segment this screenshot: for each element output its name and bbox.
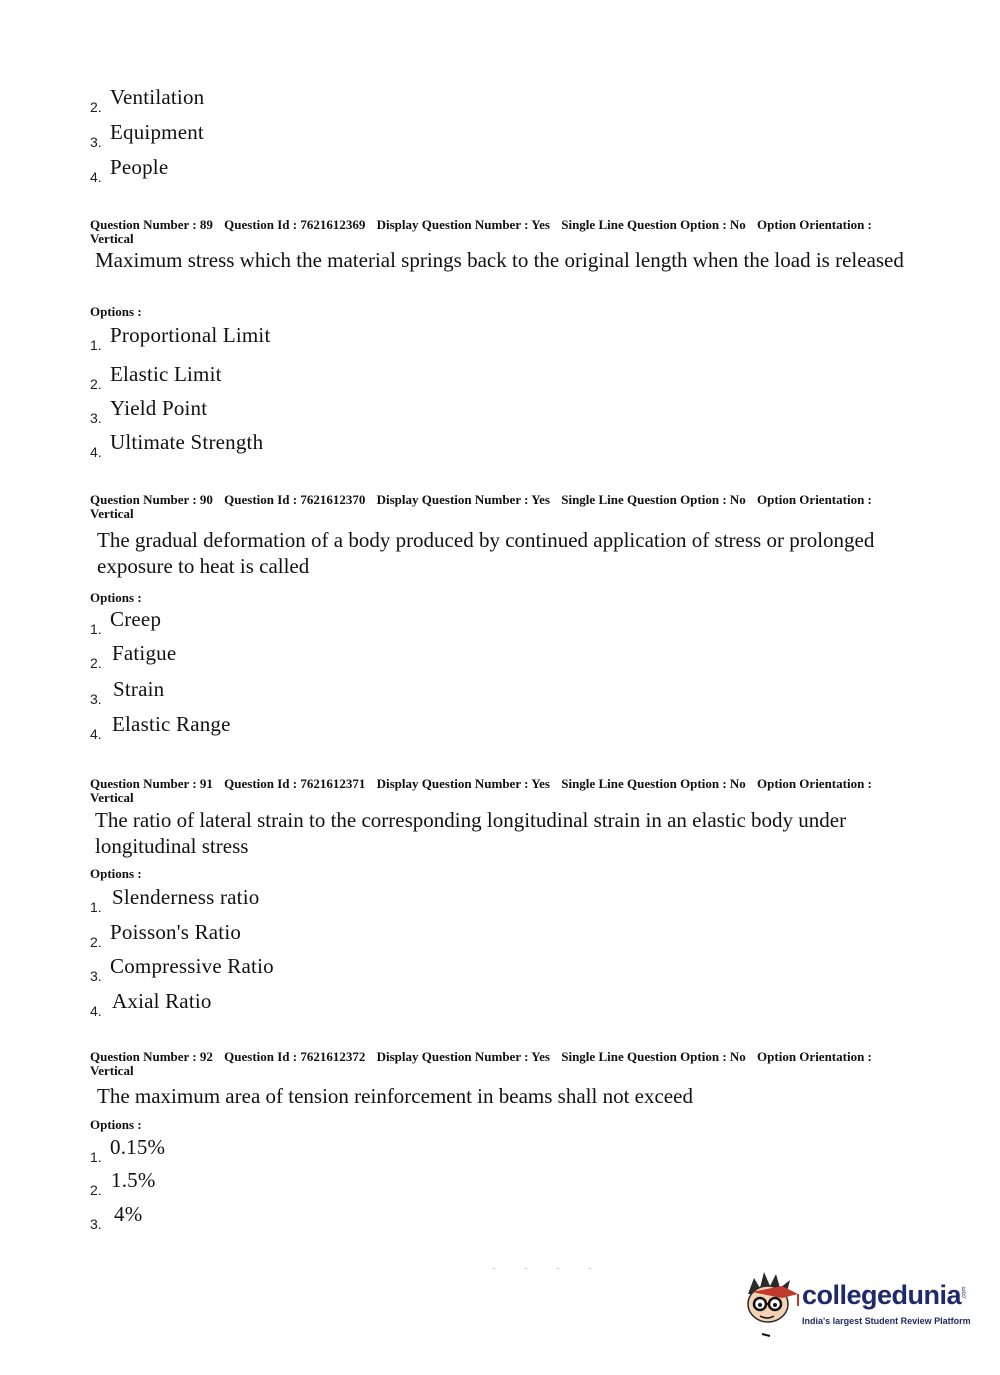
option-text: Proportional Limit — [110, 323, 271, 347]
option-text: Slenderness ratio — [112, 885, 260, 909]
display-question-number: Display Question Number : Yes — [376, 776, 550, 791]
option-text: Axial Ratio — [112, 989, 212, 1013]
mascot-icon — [742, 1268, 800, 1340]
option-text: 4% — [114, 1202, 143, 1226]
question-meta — [90, 1050, 890, 1078]
option-orientation: Option Orientation : Vertical — [90, 1049, 872, 1078]
option-number: 2. — [90, 376, 102, 392]
option-number: 4. — [90, 444, 102, 460]
option-text: 1.5% — [111, 1168, 156, 1192]
option-orientation: Option Orientation : Vertical — [90, 492, 872, 521]
single-line-option: Single Line Question Option : No — [561, 492, 746, 507]
option-text: Elastic Limit — [110, 362, 222, 386]
collegedunia-logo — [742, 1268, 972, 1340]
question-number: Question Number : 92 — [90, 1049, 213, 1064]
option-text: Poisson's Ratio — [110, 920, 242, 944]
question-id: Question Id : 7621612369 — [224, 217, 366, 232]
question-text: The maximum area of tension reinforcement in beams shall not exceed — [97, 1084, 693, 1108]
option-number: 3. — [90, 410, 102, 426]
single-line-option: Single Line Question Option : No — [561, 217, 746, 232]
option-number: 4. — [90, 169, 102, 185]
single-line-option: Single Line Question Option : No — [561, 1049, 746, 1064]
option-text: Ultimate Strength — [110, 430, 264, 454]
question-text: The gradual deformation of a body produced by continued application of stress or prolonged exposure to heat is called — [97, 528, 875, 578]
option-number: 2. — [90, 99, 102, 115]
display-question-number: Display Question Number : Yes — [376, 217, 550, 232]
option-orientation: Option Orientation : Vertical — [90, 217, 872, 246]
display-question-number: Display Question Number : Yes — [376, 492, 550, 507]
question-id: Question Id : 7621612370 — [224, 492, 366, 507]
options-label: Options : — [90, 304, 142, 319]
question-meta — [90, 777, 890, 805]
option-text: Fatigue — [112, 641, 177, 665]
option-orientation: Option Orientation : Vertical — [90, 776, 872, 805]
footer-dots: . . . . — [493, 1262, 605, 1271]
question-number: Question Number : 89 — [90, 217, 213, 232]
option-number: 4. — [90, 1003, 102, 1019]
option-text: Strain — [113, 677, 165, 701]
single-line-option: Single Line Question Option : No — [561, 776, 746, 791]
question-id: Question Id : 7621612372 — [224, 1049, 366, 1064]
option-number: 2. — [90, 934, 102, 950]
option-number: 2. — [90, 1182, 102, 1198]
option-number: 3. — [90, 1216, 102, 1232]
logo-tagline: India's largest Student Review Platform — [802, 1316, 971, 1326]
option-text: Compressive Ratio — [110, 954, 274, 978]
option-text: People — [110, 155, 169, 179]
logo-name: collegedunia — [802, 1280, 962, 1310]
display-question-number: Display Question Number : Yes — [376, 1049, 550, 1064]
option-number: 4. — [90, 726, 102, 742]
logo-suffix: .com — [961, 1286, 968, 1300]
option-text: Equipment — [110, 120, 204, 144]
option-number: 1. — [90, 621, 102, 637]
option-text: Yield Point — [110, 396, 208, 420]
option-number: 1. — [90, 1149, 102, 1165]
option-text: Ventilation — [110, 85, 205, 109]
option-text: Creep — [110, 607, 162, 631]
option-number: 2. — [90, 655, 102, 671]
question-number: Question Number : 91 — [90, 776, 213, 791]
question-meta — [90, 218, 890, 246]
question-number: Question Number : 90 — [90, 492, 213, 507]
option-number: 1. — [90, 337, 102, 353]
option-number: 3. — [90, 691, 102, 707]
option-text: Elastic Range — [112, 712, 231, 736]
question-text: The ratio of lateral strain to the corresponding longitudinal strain in an elastic body under longitudinal stress — [95, 808, 847, 858]
option-number: 1. — [90, 899, 102, 915]
question-meta — [90, 493, 890, 521]
options-label: Options : — [90, 1117, 142, 1132]
options-label: Options : — [90, 866, 142, 881]
question-text: Maximum stress which the material springs back to the original length when the load is released — [95, 248, 904, 272]
option-text: 0.15% — [110, 1135, 166, 1159]
options-label: Options : — [90, 590, 142, 605]
option-number: 3. — [90, 134, 102, 150]
question-id: Question Id : 7621612371 — [224, 776, 366, 791]
option-number: 3. — [90, 968, 102, 984]
